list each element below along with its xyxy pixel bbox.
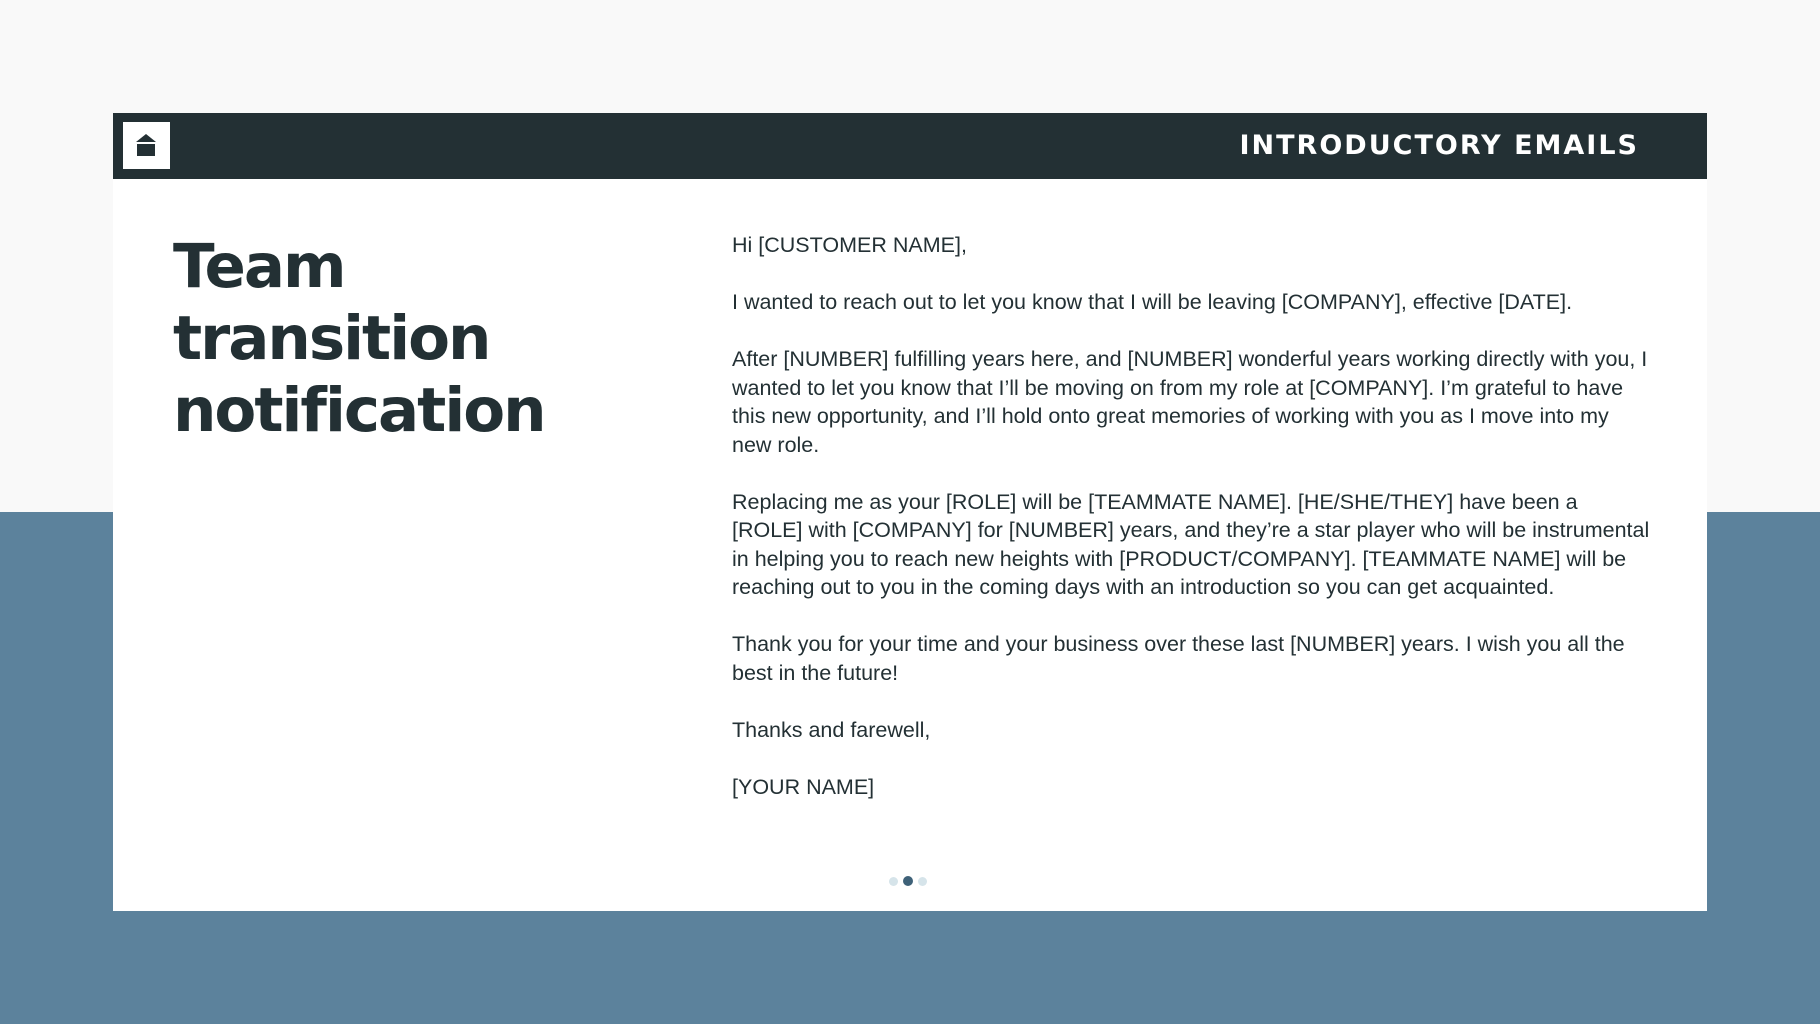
email-greeting: Hi [CUSTOMER NAME], <box>732 233 967 257</box>
page-indicator <box>889 875 927 887</box>
email-paragraph: Thank you for your time and your business over these last [NUMBER] years. I wish you all the best in the future! <box>732 632 1625 685</box>
page-title: Team transition notification <box>173 231 545 446</box>
home-icon <box>136 134 156 156</box>
header-bar <box>113 113 1707 179</box>
content-card <box>113 113 1707 911</box>
page-dot-2[interactable] <box>903 876 913 886</box>
email-signature: [YOUR NAME] <box>732 774 875 799</box>
email-paragraph: After [NUMBER] fulfilling years here, and [NUMBER] wonderful years working directly with you, I wanted to let you know that I’ll be moving on from my role at [COMPANY]. I’m grateful to have this new opportunity, and I’ll hold onto great memories of working with you as I move into my new role. <box>732 347 1648 457</box>
page-dot-3[interactable] <box>918 877 927 886</box>
header-title: INTRODUCTORY EMAILS <box>1239 130 1639 161</box>
email-signoff: Thanks and farewell, <box>732 717 931 742</box>
page-dot-1[interactable] <box>889 877 898 886</box>
home-button[interactable] <box>123 122 170 169</box>
email-paragraph: I wanted to reach out to let you know that I will be leaving [COMPANY], effective [DATE]. <box>732 290 1573 314</box>
email-paragraph: Replacing me as your [ROLE] will be [TEAMMATE NAME]. [HE/SHE/THEY] have been a [ROLE] with [COMPANY] for [NUMBER] years, and they’re a star player who will be instrumental in helping you to reach new heights with [PRODUCT/COMPANY]. [TEAMMATE NAME] will be reaching out to you in the coming days with an introduction so you can get acquainted. <box>732 489 1650 599</box>
email-body <box>732 231 1652 801</box>
